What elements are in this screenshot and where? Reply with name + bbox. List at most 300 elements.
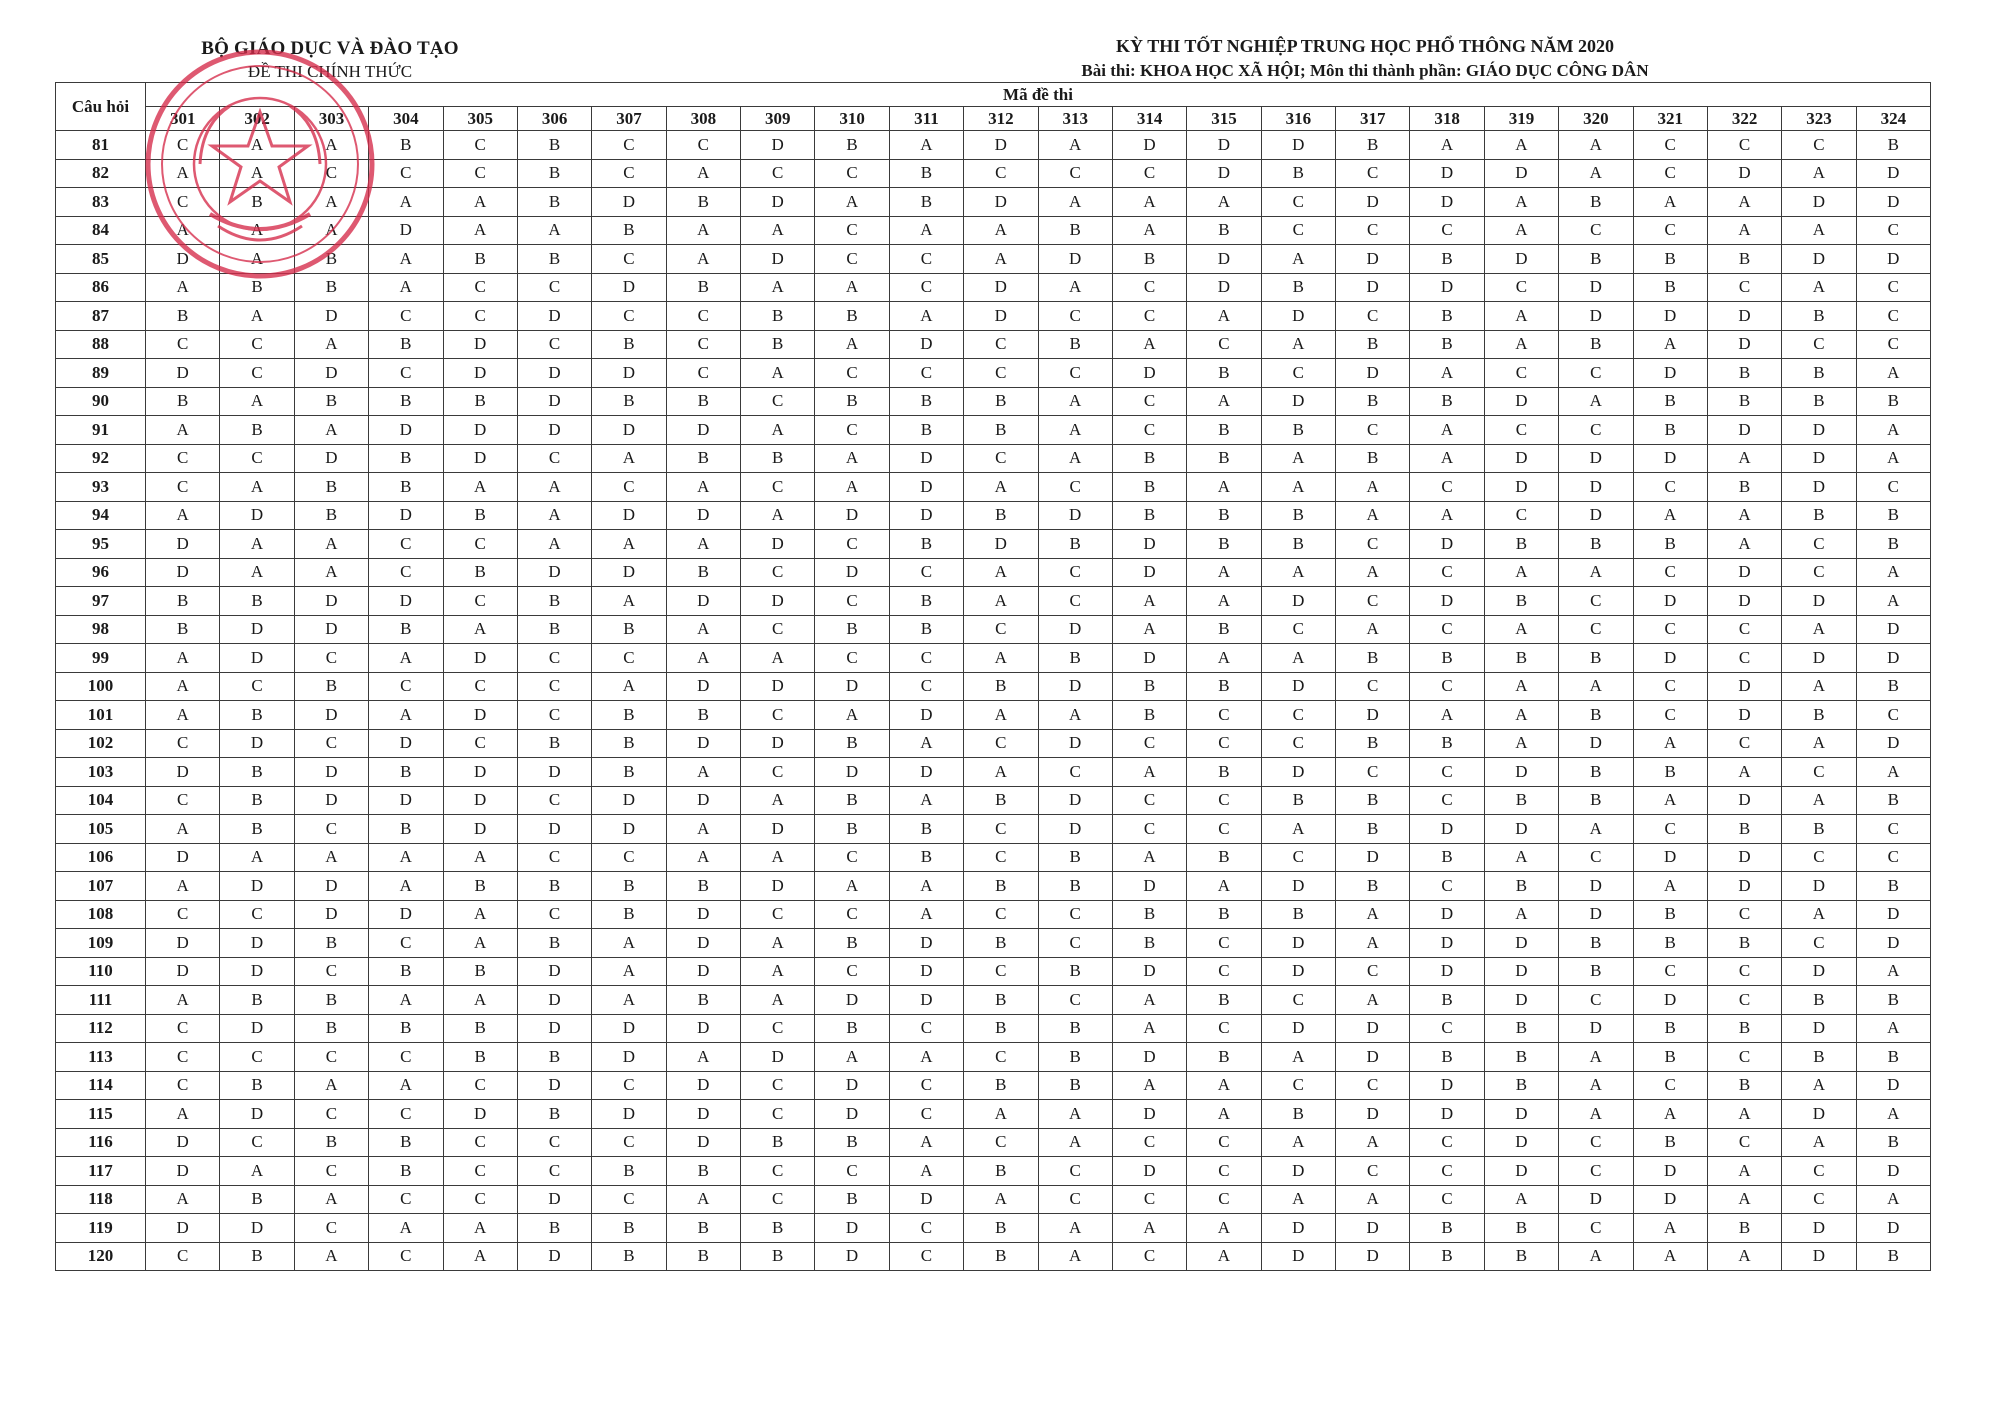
answer-cell: D <box>1038 729 1112 758</box>
answer-cell: C <box>1112 159 1186 188</box>
answer-cell: D <box>146 1128 220 1157</box>
answer-cell: D <box>1633 587 1707 616</box>
answer-cell: B <box>1038 530 1112 559</box>
answer-cell: B <box>1782 302 1856 331</box>
answer-cell: B <box>1707 245 1781 274</box>
answer-cell: B <box>1261 416 1335 445</box>
question-number: 99 <box>56 644 146 673</box>
answer-cell: B <box>666 1157 740 1186</box>
table-row <box>56 387 1931 416</box>
answer-cell: B <box>517 587 591 616</box>
answer-cell: C <box>443 159 517 188</box>
answer-cell: D <box>1782 644 1856 673</box>
answer-cell: D <box>1559 473 1633 502</box>
answer-cell: B <box>1187 1043 1261 1072</box>
answer-cell: A <box>294 416 368 445</box>
answer-cell: D <box>517 387 591 416</box>
answer-cell: A <box>443 615 517 644</box>
answer-cell: A <box>1112 188 1186 217</box>
answer-cell: A <box>1782 615 1856 644</box>
answer-cell: C <box>1856 330 1930 359</box>
answer-cell: D <box>666 501 740 530</box>
answer-cell: C <box>1112 1185 1186 1214</box>
answer-cell: B <box>220 416 294 445</box>
answer-cell: D <box>1261 302 1335 331</box>
answer-cell: A <box>666 758 740 787</box>
answer-cell: B <box>964 416 1038 445</box>
answer-cell: A <box>889 1157 963 1186</box>
answer-cell: A <box>1112 216 1186 245</box>
answer-cell: C <box>1559 843 1633 872</box>
answer-cell: B <box>815 815 889 844</box>
answer-cell: C <box>1038 359 1112 388</box>
answer-cell: B <box>592 387 666 416</box>
answer-cell: B <box>1856 387 1930 416</box>
answer-cell: A <box>1261 473 1335 502</box>
answer-cell: C <box>1707 1128 1781 1157</box>
answer-cell: A <box>146 216 220 245</box>
answer-cell: C <box>741 900 815 929</box>
answer-cell: B <box>1261 786 1335 815</box>
table-row <box>56 872 1931 901</box>
answer-cell: C <box>1856 701 1930 730</box>
answer-cell: C <box>1633 216 1707 245</box>
answer-cell: D <box>443 815 517 844</box>
answer-cell: C <box>1187 1128 1261 1157</box>
answer-cell: C <box>1112 1242 1186 1271</box>
answer-cell: C <box>964 957 1038 986</box>
answer-cell: C <box>1484 273 1558 302</box>
table-row <box>56 1100 1931 1129</box>
answer-cell: D <box>815 1100 889 1129</box>
answer-cell: B <box>666 1242 740 1271</box>
answer-cell: B <box>666 701 740 730</box>
answer-cell: C <box>1707 615 1781 644</box>
answer-cell: D <box>146 929 220 958</box>
answer-cell: A <box>1484 558 1558 587</box>
answer-cell: D <box>666 929 740 958</box>
answer-cell: A <box>964 216 1038 245</box>
answer-cell: C <box>1038 986 1112 1015</box>
table-row <box>56 758 1931 787</box>
exam-code-header: 302 <box>220 107 294 131</box>
answer-cell: C <box>146 473 220 502</box>
answer-cell: A <box>443 188 517 217</box>
answer-cell: A <box>1484 843 1558 872</box>
answer-cell: A <box>294 530 368 559</box>
answer-cell: B <box>1633 530 1707 559</box>
answer-cell: B <box>1559 644 1633 673</box>
answer-cell: D <box>146 359 220 388</box>
answer-cell: B <box>1782 387 1856 416</box>
table-row <box>56 644 1931 673</box>
answer-cell: D <box>889 929 963 958</box>
answer-cell: D <box>592 815 666 844</box>
answer-cell: D <box>1484 245 1558 274</box>
answer-cell: B <box>1187 501 1261 530</box>
answer-cell: C <box>592 245 666 274</box>
answer-cell: D <box>889 473 963 502</box>
answer-cell: D <box>517 957 591 986</box>
answer-cell: A <box>220 302 294 331</box>
answer-cell: C <box>964 843 1038 872</box>
answer-cell: D <box>815 1071 889 1100</box>
answer-cell: C <box>146 188 220 217</box>
answer-cell: B <box>1112 501 1186 530</box>
answer-cell: C <box>1633 558 1707 587</box>
answer-cell: D <box>1707 558 1781 587</box>
answer-cell: A <box>889 302 963 331</box>
answer-cell: B <box>964 1242 1038 1271</box>
answer-cell: C <box>443 729 517 758</box>
ministry-name: BỘ GIÁO DỤC VÀ ĐÀO TẠO <box>201 38 459 59</box>
answer-cell: A <box>1707 501 1781 530</box>
answer-cell: A <box>964 1185 1038 1214</box>
answer-cell: A <box>220 473 294 502</box>
answer-cell: C <box>517 786 591 815</box>
answer-cell: A <box>1782 786 1856 815</box>
answer-cell: D <box>1559 444 1633 473</box>
answer-cell: B <box>1707 1214 1781 1243</box>
answer-cell: A <box>369 986 443 1015</box>
answer-cell: B <box>1112 444 1186 473</box>
answer-cell: B <box>889 530 963 559</box>
answer-cell: D <box>517 986 591 1015</box>
exam-code-header: 320 <box>1559 107 1633 131</box>
answer-cell: C <box>889 273 963 302</box>
answer-cell: C <box>592 644 666 673</box>
table-row <box>56 929 1931 958</box>
answer-cell: B <box>220 1242 294 1271</box>
exam-code-header: 315 <box>1187 107 1261 131</box>
answer-cell: D <box>964 273 1038 302</box>
question-number: 113 <box>56 1043 146 1072</box>
answer-cell: C <box>1559 587 1633 616</box>
answer-cell: D <box>666 729 740 758</box>
answer-cell: C <box>443 672 517 701</box>
table-row <box>56 986 1931 1015</box>
answer-cell: A <box>1112 615 1186 644</box>
answer-cell: D <box>741 245 815 274</box>
answer-cell: A <box>1484 701 1558 730</box>
answer-cell: D <box>1410 159 1484 188</box>
question-number: 111 <box>56 986 146 1015</box>
answer-cell: B <box>294 245 368 274</box>
answer-cell: B <box>1484 1214 1558 1243</box>
answer-cell: C <box>517 644 591 673</box>
answer-cell: C <box>294 644 368 673</box>
answer-cell: C <box>1707 729 1781 758</box>
answer-cell: B <box>369 444 443 473</box>
answer-cell: D <box>741 188 815 217</box>
answer-cell: B <box>1633 929 1707 958</box>
answer-cell: C <box>741 387 815 416</box>
answer-cell: A <box>443 216 517 245</box>
answer-cell: A <box>666 245 740 274</box>
answer-cell: C <box>443 530 517 559</box>
answer-cell: D <box>1336 1014 1410 1043</box>
answer-cell: A <box>815 473 889 502</box>
answer-cell: A <box>889 729 963 758</box>
answer-cell: D <box>1484 387 1558 416</box>
answer-cell: C <box>517 672 591 701</box>
answer-cell: A <box>1633 1100 1707 1129</box>
answer-cell: B <box>1410 644 1484 673</box>
answer-cell: C <box>1782 1185 1856 1214</box>
answer-cell: B <box>1856 872 1930 901</box>
answer-cell: C <box>964 159 1038 188</box>
answer-cell: B <box>1187 359 1261 388</box>
answer-cell: C <box>1782 330 1856 359</box>
answer-cell: D <box>1559 1185 1633 1214</box>
answer-cell: C <box>592 1071 666 1100</box>
answer-cell: C <box>741 1157 815 1186</box>
answer-cell: B <box>741 1128 815 1157</box>
exam-code-header: 311 <box>889 107 963 131</box>
answer-cell: B <box>1633 758 1707 787</box>
answer-cell: C <box>1187 786 1261 815</box>
answer-cell: D <box>1112 872 1186 901</box>
answer-cell: D <box>1633 302 1707 331</box>
answer-cell: B <box>1484 786 1558 815</box>
answer-cell: A <box>220 216 294 245</box>
answer-cell: A <box>1112 330 1186 359</box>
answer-cell: A <box>1856 444 1930 473</box>
exam-code-header: 308 <box>666 107 740 131</box>
answer-cell: D <box>1410 957 1484 986</box>
answer-cell: D <box>592 273 666 302</box>
answer-cell: B <box>1559 530 1633 559</box>
answer-cell: A <box>1484 302 1558 331</box>
answer-cell: B <box>666 872 740 901</box>
answer-cell: A <box>1707 1157 1781 1186</box>
answer-cell: B <box>1410 1242 1484 1271</box>
answer-cell: B <box>889 387 963 416</box>
answer-cell: C <box>146 1014 220 1043</box>
answer-cell: D <box>666 957 740 986</box>
answer-cell: D <box>517 1185 591 1214</box>
answer-cell: C <box>592 131 666 160</box>
answer-cell: A <box>1261 444 1335 473</box>
answer-cell: C <box>1336 216 1410 245</box>
answer-cell: D <box>592 558 666 587</box>
answer-cell: C <box>517 330 591 359</box>
answer-cell: C <box>815 530 889 559</box>
answer-cell: A <box>1261 1043 1335 1072</box>
answer-cell: A <box>1484 188 1558 217</box>
answer-cell: C <box>964 330 1038 359</box>
answer-cell: C <box>1336 530 1410 559</box>
answer-cell: B <box>592 701 666 730</box>
answer-cell: B <box>220 758 294 787</box>
answer-cell: C <box>1633 473 1707 502</box>
question-number: 83 <box>56 188 146 217</box>
answer-cell: D <box>1484 758 1558 787</box>
answer-cell: B <box>1856 1128 1930 1157</box>
answer-cell: B <box>1038 216 1112 245</box>
answer-cell: D <box>1336 1043 1410 1072</box>
answer-cell: B <box>1559 701 1633 730</box>
answer-cell: B <box>1187 986 1261 1015</box>
answer-cell: A <box>964 587 1038 616</box>
answer-cell: B <box>220 815 294 844</box>
answer-cell: B <box>815 786 889 815</box>
answer-cell: B <box>889 159 963 188</box>
answer-cell: A <box>146 986 220 1015</box>
answer-cell: D <box>815 501 889 530</box>
answer-cell: C <box>964 615 1038 644</box>
answer-cell: C <box>146 1043 220 1072</box>
answer-cell: B <box>1410 1214 1484 1243</box>
answer-cell: D <box>741 131 815 160</box>
answer-cell: B <box>1856 672 1930 701</box>
answer-cell: A <box>1856 957 1930 986</box>
answer-cell: C <box>741 558 815 587</box>
answer-cell: D <box>1187 159 1261 188</box>
answer-cell: B <box>1856 986 1930 1015</box>
answer-cell: A <box>741 416 815 445</box>
answer-cell: C <box>1261 216 1335 245</box>
answer-cell: A <box>1633 1214 1707 1243</box>
answer-cell: C <box>1336 1157 1410 1186</box>
answer-cell: A <box>1261 245 1335 274</box>
answer-cell: D <box>1112 131 1186 160</box>
answer-cell: C <box>815 900 889 929</box>
answer-cell: D <box>517 815 591 844</box>
answer-cell: A <box>1782 1071 1856 1100</box>
answer-cell: C <box>889 359 963 388</box>
answer-cell: D <box>666 587 740 616</box>
answer-cell: C <box>815 587 889 616</box>
question-number: 92 <box>56 444 146 473</box>
answer-cell: C <box>1856 273 1930 302</box>
answer-cell: D <box>1856 188 1930 217</box>
answer-cell: A <box>1038 1128 1112 1157</box>
question-number: 84 <box>56 216 146 245</box>
answer-cell: A <box>889 216 963 245</box>
answer-cell: C <box>964 359 1038 388</box>
answer-cell: B <box>741 444 815 473</box>
answer-cell: B <box>592 900 666 929</box>
answer-cell: D <box>1633 644 1707 673</box>
question-number: 87 <box>56 302 146 331</box>
answer-cell: D <box>443 444 517 473</box>
answer-cell: D <box>1633 986 1707 1015</box>
answer-cell: A <box>1707 530 1781 559</box>
answer-cell: C <box>964 900 1038 929</box>
answer-cell: B <box>1633 273 1707 302</box>
answer-cell: D <box>369 786 443 815</box>
answer-cell: D <box>1707 672 1781 701</box>
answer-cell: A <box>294 330 368 359</box>
answer-cell: D <box>889 501 963 530</box>
answer-cell: B <box>1410 986 1484 1015</box>
answer-cell: A <box>666 615 740 644</box>
answer-cell: C <box>1261 1071 1335 1100</box>
answer-cell: C <box>517 273 591 302</box>
answer-cell: B <box>1187 843 1261 872</box>
answer-cell: D <box>889 701 963 730</box>
answer-cell: A <box>815 1043 889 1072</box>
table-row <box>56 1157 1931 1186</box>
answer-cell: C <box>294 1100 368 1129</box>
answer-cell: D <box>517 758 591 787</box>
answer-cell: B <box>1410 729 1484 758</box>
answer-cell: D <box>592 1014 666 1043</box>
answer-cell: A <box>666 1185 740 1214</box>
answer-cell: C <box>1187 1014 1261 1043</box>
answer-cell: D <box>1336 188 1410 217</box>
answer-cell: D <box>889 1185 963 1214</box>
answer-cell: A <box>1336 986 1410 1015</box>
answer-cell: B <box>964 387 1038 416</box>
answer-cell: C <box>1112 387 1186 416</box>
answer-cell: D <box>1856 1071 1930 1100</box>
answer-cell: D <box>1633 444 1707 473</box>
answer-cell: B <box>369 387 443 416</box>
answer-cell: B <box>1038 957 1112 986</box>
answer-cell: B <box>1261 273 1335 302</box>
answer-cell: B <box>1261 900 1335 929</box>
answer-cell: D <box>1856 1157 1930 1186</box>
answer-cell: B <box>443 872 517 901</box>
answer-cell: B <box>1410 1043 1484 1072</box>
answer-cell: A <box>1187 473 1261 502</box>
exam-code-header: 322 <box>1707 107 1781 131</box>
answer-cell: B <box>889 843 963 872</box>
answer-cell: C <box>517 701 591 730</box>
answer-cell: C <box>815 245 889 274</box>
exam-code-header: 323 <box>1782 107 1856 131</box>
answer-cell: B <box>815 387 889 416</box>
answer-cell: B <box>1410 245 1484 274</box>
answer-cell: B <box>1633 245 1707 274</box>
answer-cell: D <box>1484 815 1558 844</box>
answer-cell: C <box>220 330 294 359</box>
answer-cell: C <box>815 359 889 388</box>
answer-cell: A <box>1336 615 1410 644</box>
answer-cell: D <box>294 872 368 901</box>
answer-cell: B <box>220 1071 294 1100</box>
answer-cell: D <box>517 416 591 445</box>
answer-cell: A <box>1038 444 1112 473</box>
answer-cell: C <box>1484 501 1558 530</box>
answer-cell: C <box>741 1185 815 1214</box>
answer-cell: B <box>592 758 666 787</box>
answer-cell: A <box>1484 216 1558 245</box>
table-row <box>56 330 1931 359</box>
table-row <box>56 188 1931 217</box>
answer-cell: B <box>146 302 220 331</box>
answer-cell: C <box>369 1100 443 1129</box>
answer-cell: D <box>1707 843 1781 872</box>
answer-cell: B <box>517 188 591 217</box>
answer-cell: A <box>1112 986 1186 1015</box>
answer-cell: D <box>369 900 443 929</box>
answer-cell: A <box>592 986 666 1015</box>
answer-cell: B <box>1559 758 1633 787</box>
answer-cell: A <box>592 957 666 986</box>
answer-cell: B <box>1633 1128 1707 1157</box>
question-number: 112 <box>56 1014 146 1043</box>
table-row <box>56 957 1931 986</box>
question-number: 101 <box>56 701 146 730</box>
answer-cell: D <box>1261 872 1335 901</box>
answer-cell: B <box>1038 1071 1112 1100</box>
answer-cell: C <box>220 359 294 388</box>
answer-cell: D <box>666 416 740 445</box>
answer-cell: C <box>1410 1185 1484 1214</box>
